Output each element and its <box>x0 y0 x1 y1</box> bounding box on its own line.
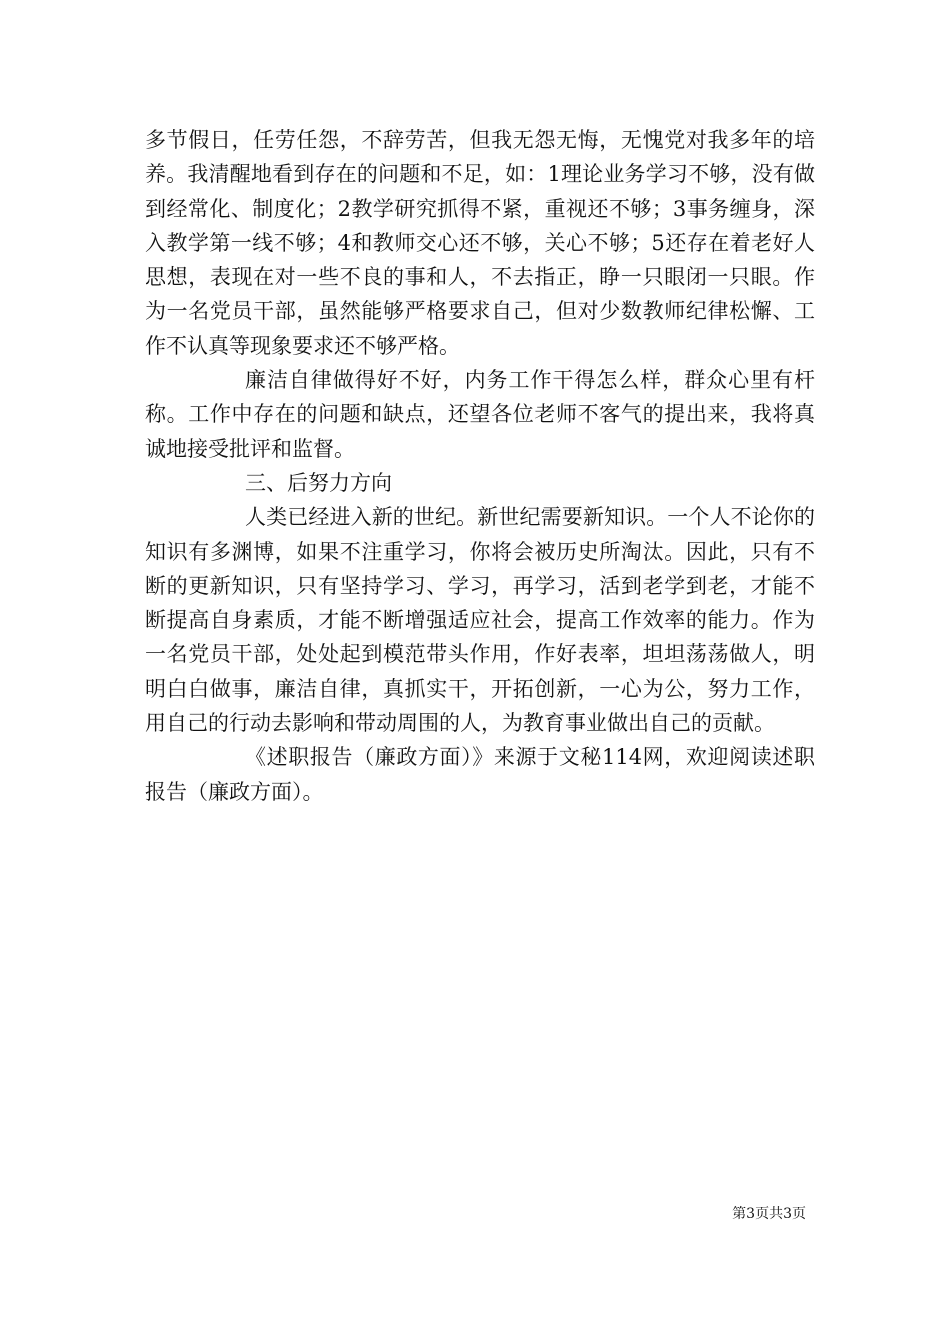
paragraph-future-direction: 人类已经进入新的世纪。新世纪需要新知识。一个人不论你的知识有多渊博，如果不注重学习，你将会被历史所淘汰。因此，只有不断的更新知识，只有坚持学习、学习，再学习，活到老学到老，才能不断提高自身素质，才能不断增强适应社会，提高工作效率的能力。作为一名党员干部，处处起到模范带头作用，作好表率，坦坦荡荡做人，明明白白做事，廉洁自律，真抓实干，开拓创新，一心为公，努力工作，用自己的行动去影响和带动周围的人，为教育事业做出自己的贡献。 <box>145 505 815 736</box>
page-number: 第3页共3页 <box>732 1206 806 1222</box>
paragraph-continued: 多节假日，任劳任怨，不辞劳苦，但我无怨无悔，无愧党对我多年的培养。我清醒地看到存在的问题和不足，如：1理论业务学习不够，没有做到经常化、制度化；2教学研究抓得不紧，重视还不够；3事务缠身，深入教学第一线不够；4和教师交心还不够，关心不够；5还存在着老好人思想，表现在对一些不良的事和人，不去指正，睁一只眼闭一只眼。作为一名党员干部，虽然能够严格要求自己，但对少数教师纪律松懈、工作不认真等现象要求还不够严格。 <box>145 128 815 358</box>
paragraph-source-note: 《述职报告（廉政方面）》来源于文秘114网，欢迎阅读述职报告（廉政方面）。 <box>145 745 815 804</box>
paragraph-self-discipline: 廉洁自律做得好不好，内务工作干得怎么样，群众心里有杆称。工作中存在的问题和缺点，还望各位老师不客气的提出来，我将真诚地接受批评和监督。 <box>145 368 815 461</box>
section-heading: 三、后努力方向 <box>245 470 392 495</box>
document-body <box>145 123 815 809</box>
